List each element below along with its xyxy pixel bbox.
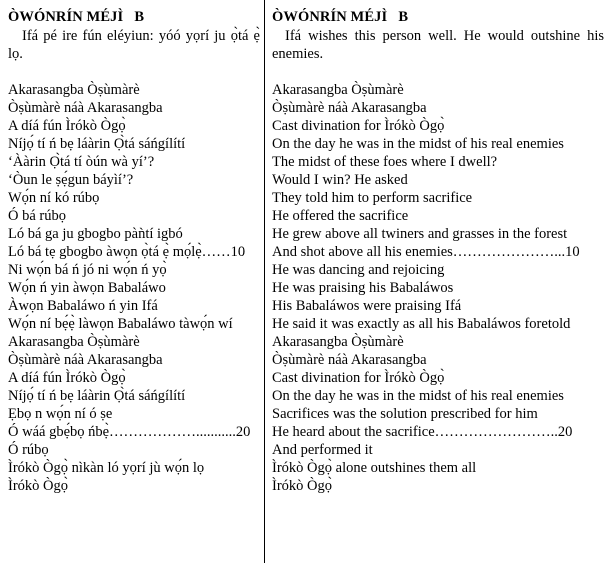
verse-line: Ìrókò Ògọ̀: [272, 478, 333, 494]
verse-line: Ó rúbọ: [8, 442, 49, 458]
left-column-spacer: [8, 63, 260, 81]
verse-line: Ìrókò Ògọ̀: [8, 478, 69, 494]
verse-line: He offered the sacrifice: [272, 208, 409, 224]
verse-line: Òṣùmàrè náà Akarasangba: [272, 352, 427, 368]
left-column-heading: ÒWÓNRÍN MÉJÌ B: [8, 9, 145, 25]
verse-line: He was praising his Babaláwos: [272, 280, 454, 296]
verse-line: Ó bá rúbọ: [8, 208, 66, 224]
verse-line: And performed it: [272, 442, 373, 458]
verse-line: Wọ́n ní bẹ́ẹ̀ làwọn Babaláwo tàwọ́n wí: [8, 316, 233, 332]
verse-line: He heard about the sacrifice……………………..20: [272, 424, 573, 440]
verse-line: Ẹbọ n wọ́n ní ó ṣe: [8, 406, 113, 422]
verse-line: Ló bá tẹ gbogbo àwọn ọ̀tá ẹ̀ mọ́lẹ̀……10: [8, 244, 246, 260]
verse-line: Ìrókò Ògọ̀ nìkàn ló yọrí jù wọ́n lọ: [8, 460, 205, 476]
verse-line: ‘Òun le ṣẹ́gun báyìí’?: [8, 172, 134, 188]
verse-line: Akarasangba Òṣùmàrè: [8, 82, 140, 98]
verse-line: Akarasangba Òṣùmàrè: [272, 82, 404, 98]
verse-line: Àwọn Babaláwo ń yin Ifá: [8, 298, 158, 314]
left-column-verse: [8, 81, 260, 495]
verse-line: Níjọ́ tí ń bẹ láàrin Ọ̀tá sáńgílítí: [8, 388, 186, 404]
verse-line: He said it was exactly as all his Babaláwos foretold: [272, 316, 571, 332]
right-column-intro: Ifá wishes this person well. He would outshine his enemies.: [272, 28, 604, 62]
verse-line: Ni wọ́n bá ń jó ni wọ́n ń yọ̀: [8, 262, 167, 278]
verse-line: Cast divination for Ìrókò Ògọ̀: [272, 118, 445, 134]
verse-line: Would I win? He asked: [272, 172, 408, 188]
left-column-intro: Ifá pé ire fún eléyiun: yóó yọrí ju ọ̀tá ẹ̀ lọ.: [8, 28, 260, 62]
verse-line: The midst of these foes where I dwell?: [272, 154, 498, 170]
verse-line: On the day he was in the midst of his real enemies: [272, 136, 564, 152]
verse-line: And shot above all his enemies…………………...10: [272, 244, 580, 260]
verse-line: Akarasangba Òṣùmàrè: [8, 334, 140, 350]
verse-line: He grew above all twiners and grasses in the forest: [272, 226, 568, 242]
verse-line: Ìrókò Ògọ̀ alone outshines them all: [272, 460, 477, 476]
verse-line: Òṣùmàrè náà Akarasangba: [8, 100, 163, 116]
verse-line: He was dancing and rejoicing: [272, 262, 445, 278]
verse-line: Níjọ́ tí ń bẹ láàrin Ọ̀tá sáńgílítí: [8, 136, 186, 152]
verse-line: Wọ́n ń yin àwọn Babaláwo: [8, 280, 166, 296]
verse-line: Òṣùmàrè náà Akarasangba: [8, 352, 163, 368]
verse-line: Cast divination for Ìrókò Ògọ̀: [272, 370, 445, 386]
verse-line: On the day he was in the midst of his real enemies: [272, 388, 564, 404]
right-column-heading: ÒWÓNRÍN MÉJÌ B: [272, 9, 409, 25]
right-column-spacer: [272, 63, 604, 81]
verse-line: Wọ́n ní kó rúbọ: [8, 190, 100, 206]
left-column-yoruba: [0, 0, 264, 563]
verse-line: Akarasangba Òṣùmàrè: [272, 334, 404, 350]
verse-line: A díá fún Ìrókò Ògọ̀: [8, 118, 126, 134]
verse-line: A díá fún Ìrókò Ògọ̀: [8, 370, 126, 386]
verse-line: ‘Ààrin Ọ̀tá tí òún wà yí’?: [8, 154, 155, 170]
verse-line: Òṣùmàrè náà Akarasangba: [272, 100, 427, 116]
verse-line: Ó wáá gbẹ́bọ ńbẹ̀………………...........20: [8, 424, 251, 440]
verse-line: Sacrifices was the solution prescribed for him: [272, 406, 538, 422]
right-column-english: [265, 0, 608, 563]
verse-line: They told him to perform sacrifice: [272, 190, 473, 206]
verse-line: Ló bá ga ju gbogbo pàǹtí igbó: [8, 226, 183, 242]
right-column-verse: [272, 81, 604, 495]
verse-line: His Babaláwos were praising Ifá: [272, 298, 462, 314]
